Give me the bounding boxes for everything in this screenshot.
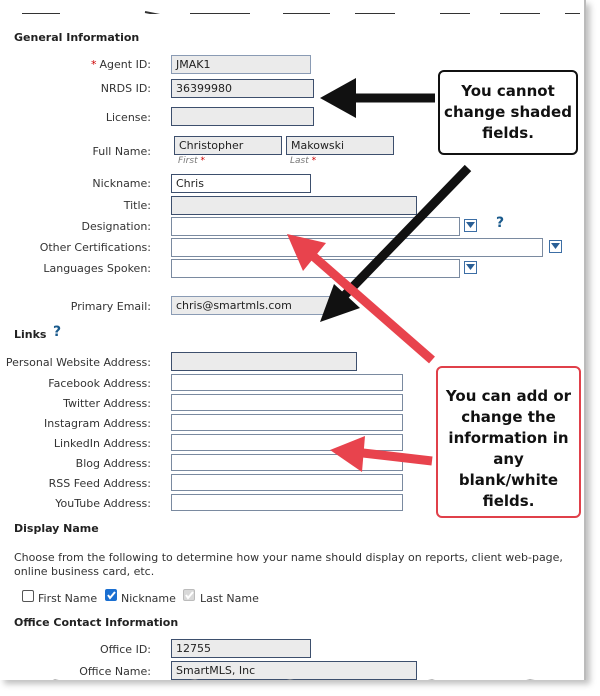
- other-certifications-label: Other Certifications:: [39, 241, 151, 254]
- nickname-option-label: Nickname: [121, 592, 176, 605]
- facebook-label: Facebook Address:: [48, 377, 151, 390]
- nickname-field[interactable]: Chris: [171, 174, 311, 193]
- agent-id-label-text: Agent ID:: [99, 58, 151, 71]
- office-id-label: Office ID:: [99, 643, 151, 656]
- last-name-option-label: Last Name: [200, 592, 259, 605]
- first-sub-text: First: [178, 156, 198, 166]
- primary-email-label: Primary Email:: [70, 300, 151, 313]
- white-fields-callout: You can add or change the information in any blank/white fields.: [436, 366, 581, 518]
- languages-spoken-label: Languages Spoken:: [43, 262, 151, 275]
- shaded-fields-callout: You cannot change shaded fields.: [438, 70, 578, 155]
- youtube-label: YouTube Address:: [55, 497, 151, 510]
- black-arrow-diagonal: [320, 168, 468, 322]
- designation-help-icon[interactable]: ?: [496, 215, 505, 231]
- red-arrow-horizontal: [330, 436, 432, 472]
- full-name-label: Full Name:: [92, 145, 151, 158]
- license-label: License:: [105, 111, 151, 124]
- office-name-field[interactable]: SmartMLS, Inc: [171, 661, 417, 680]
- agent-id-field[interactable]: JMAK1: [171, 55, 311, 74]
- office-id-field[interactable]: 12755: [171, 639, 311, 658]
- rss-label: RSS Feed Address:: [48, 477, 151, 490]
- display-name-description: Choose from the following to determine how your name should display on reports, client web-page, online business card, etc.: [14, 551, 563, 578]
- section-display-name: Display Name: [14, 522, 99, 535]
- section-links: Links: [14, 328, 47, 341]
- primary-email-field[interactable]: chris@smartmls.com: [171, 296, 331, 315]
- required-marker: *: [200, 156, 205, 166]
- nrds-id-field[interactable]: 36399980: [171, 79, 314, 98]
- first-name-field[interactable]: Christopher: [174, 136, 282, 155]
- links-help-icon[interactable]: ?: [53, 324, 62, 340]
- office-name-label: Office Name:: [79, 665, 151, 678]
- instagram-label: Instagram Address:: [44, 417, 151, 430]
- nickname-label: Nickname:: [92, 177, 151, 190]
- section-general-information: General Information: [14, 31, 140, 44]
- last-sub-text: Last: [290, 156, 309, 166]
- required-marker: *: [311, 156, 317, 166]
- nrds-id-label: NRDS ID:: [100, 82, 151, 95]
- first-name-option-label: First Name: [38, 592, 98, 605]
- designation-label: Designation:: [81, 220, 151, 233]
- linkedin-label: LinkedIn Address:: [53, 437, 151, 450]
- personal-website-label: Personal Website Address:: [5, 356, 151, 369]
- blog-label: Blog Address:: [75, 457, 151, 470]
- required-marker: *: [91, 58, 97, 71]
- torn-bottom-edge: [0, 672, 586, 680]
- section-office-contact: Office Contact Information: [14, 616, 179, 629]
- title-label: Title:: [123, 199, 151, 212]
- red-arrow-diagonal: [287, 234, 432, 360]
- black-arrow-horizontal: [320, 78, 435, 118]
- twitter-label: Twitter Address:: [63, 397, 151, 410]
- last-name-field[interactable]: Makowski: [286, 136, 394, 155]
